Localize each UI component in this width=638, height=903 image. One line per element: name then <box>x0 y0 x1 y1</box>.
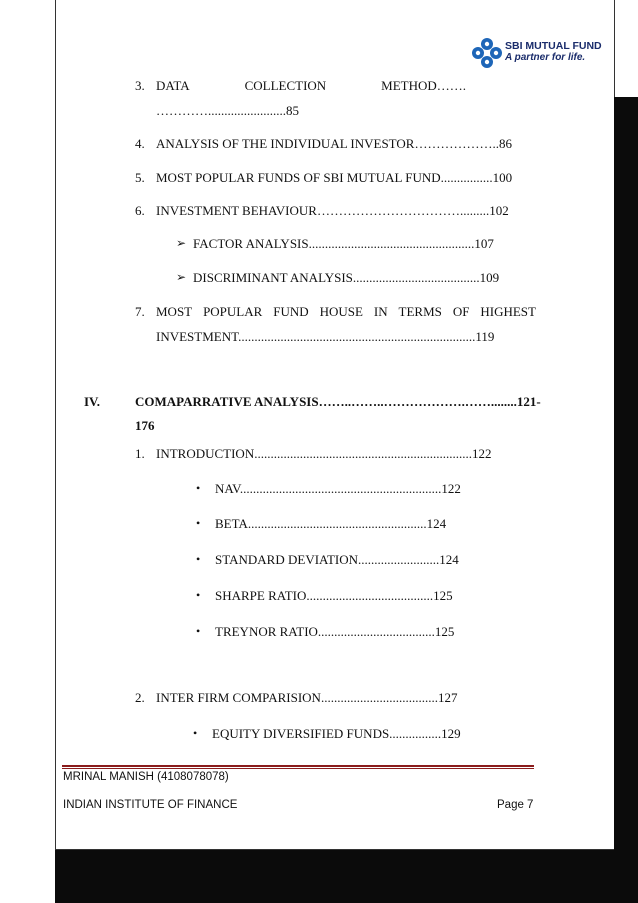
intro-sub-item: NAV..............................................................122 <box>215 481 461 496</box>
item-7-word: HIGHEST <box>480 304 536 319</box>
item-6-text: INVESTMENT BEHAVIOUR…………………………….........102 <box>156 203 509 218</box>
item-3-continuation: …………........................85 <box>156 103 299 118</box>
item-7-word: IN <box>373 304 388 319</box>
bullet-icon: • <box>196 624 201 638</box>
sbi-logo <box>470 36 614 76</box>
item-7-heading <box>156 304 536 320</box>
footer-rule-thin <box>62 768 534 769</box>
page-shadow-right <box>614 97 638 903</box>
arrow-bullet-icon: ➢ <box>176 236 187 250</box>
logo-name: SBI MUTUAL FUND <box>505 40 602 52</box>
intro-sub-item: TREYNOR RATIO....................................125 <box>215 624 455 639</box>
page-shadow-bottom <box>55 850 638 903</box>
item-7-word: OF <box>452 304 470 319</box>
bullet-icon: • <box>196 552 201 566</box>
bullet-icon: • <box>196 516 201 530</box>
intro-text: INTRODUCTION...................................................................122 <box>156 446 492 461</box>
footer-author: MRINAL MANISH (4108078078) <box>63 771 229 783</box>
item-7-word: HOUSE <box>319 304 363 319</box>
bullet-icon: • <box>196 481 201 495</box>
item-6-number: 6. <box>135 203 145 218</box>
intro-sub-item: SHARPE RATIO.......................................125 <box>215 588 453 603</box>
item-3-heading <box>156 78 466 94</box>
item-5-text: MOST POPULAR FUNDS OF SBI MUTUAL FUND................100 <box>156 170 513 185</box>
item-4-number: 4. <box>135 136 145 151</box>
item-3-word: DATA <box>156 78 190 93</box>
inter-number: 2. <box>135 690 145 705</box>
item-7-word: TERMS <box>398 304 442 319</box>
intro-sub-item: BETA.......................................................124 <box>215 516 447 531</box>
item-7-word: MOST <box>156 304 193 319</box>
item-3-word: METHOD……. <box>381 78 466 93</box>
section-iv-numeral: IV. <box>84 394 101 409</box>
inter-sub-item: EQUITY DIVERSIFIED FUNDS................129 <box>212 726 461 741</box>
bullet-icon: • <box>196 588 201 602</box>
item-7-word: FUND <box>273 304 309 319</box>
footer-rule <box>62 765 534 767</box>
arrow-bullet-icon: ➢ <box>176 270 187 284</box>
sub-item-discriminant-analysis: DISCRIMINANT ANALYSIS.......................................109 <box>193 270 500 285</box>
section-iv-title-continuation: 176 <box>135 418 155 433</box>
sbi-logo-icon <box>470 36 504 72</box>
sub-item-factor-analysis: FACTOR ANALYSIS...................................................107 <box>193 236 494 251</box>
item-7-continuation: INVESTMENT.........................................................................119 <box>156 329 495 344</box>
footer-page-number: Page 7 <box>497 799 534 811</box>
intro-sub-item: STANDARD DEVIATION.........................124 <box>215 552 459 567</box>
item-4-text: ANALYSIS OF THE INDIVIDUAL INVESTOR………………..86 <box>156 136 512 151</box>
footer-institute: INDIAN INSTITUTE OF FINANCE <box>63 799 238 811</box>
item-3-word: COLLECTION <box>244 78 327 93</box>
bullet-icon: • <box>193 726 198 740</box>
item-7-word: POPULAR <box>203 304 263 319</box>
item-5-number: 5. <box>135 170 145 185</box>
intro-number: 1. <box>135 446 145 461</box>
item-3-number: 3. <box>135 78 145 93</box>
logo-text <box>505 40 602 64</box>
logo-tagline: A partner for life. <box>505 52 586 63</box>
item-7-number: 7. <box>135 304 145 319</box>
section-iv-title: COMAPARRATIVE ANALYSIS……..……..……………….……........121- <box>135 394 541 409</box>
inter-text: INTER FIRM COMPARISION....................................127 <box>156 690 458 705</box>
